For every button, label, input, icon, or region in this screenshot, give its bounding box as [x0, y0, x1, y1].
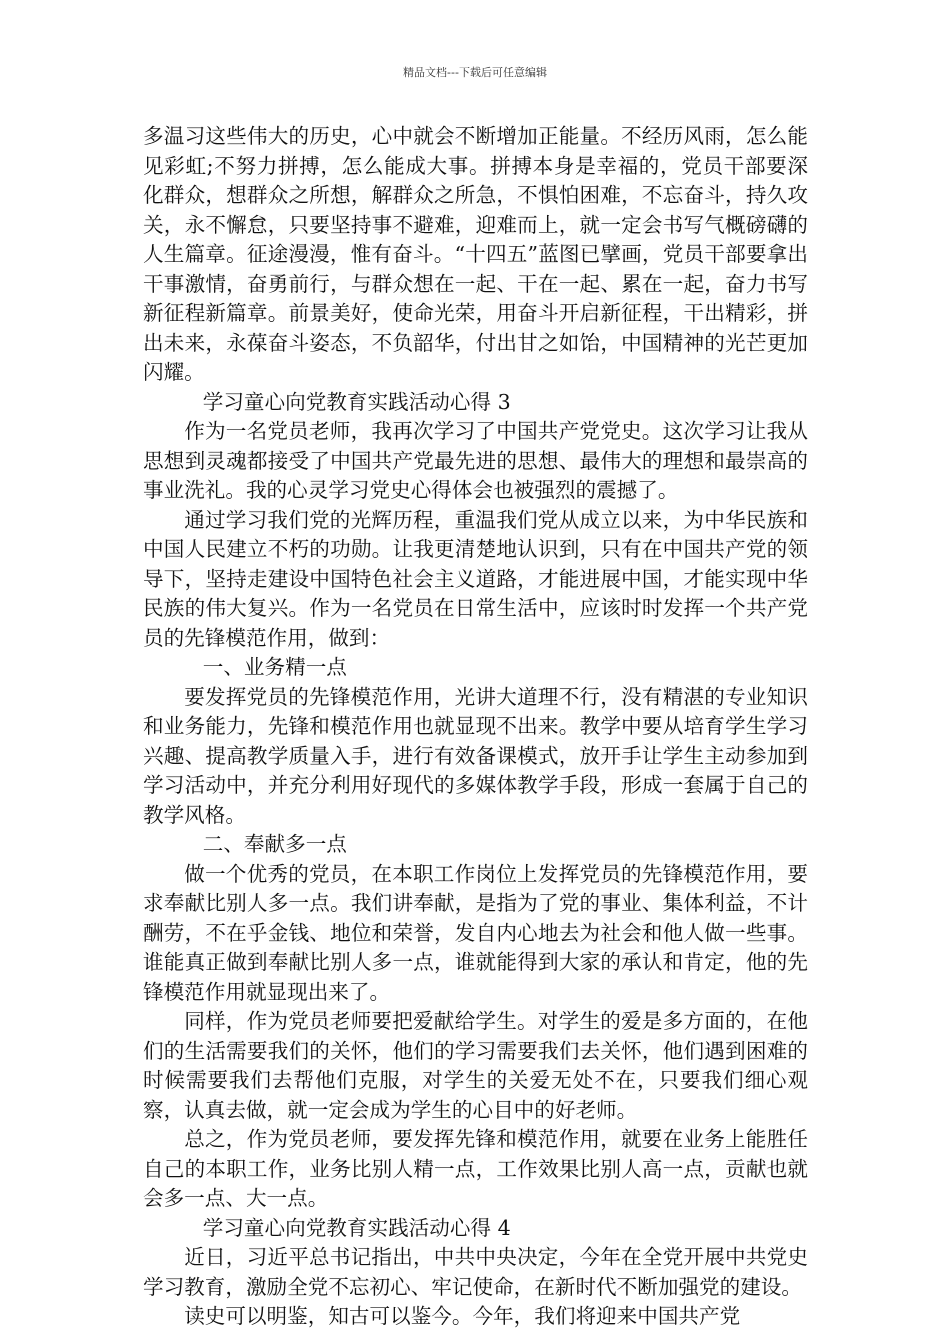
subheading-2: 二、奉献多一点: [202, 832, 347, 856]
paragraph: 要发挥党员的先锋模范作用，光讲大道理不行，没有精湛的专业知识和业务能力，先锋和模范作用也就显现不出来。教学中要从培育学生学习兴趣、提高教学质量入手，进行有效备课模式，放开手让学生主动参加到学习活动中，并充分利用好现代的多媒体教学手段，形成一套属于自己的教学风格。: [143, 684, 808, 827]
page-header: 精品文档---下载后可任意编辑: [403, 66, 547, 79]
document-body: [143, 122, 808, 1332]
paragraph: 同样，作为党员老师要把爱献给学生。对学生的爱是多方面的，在他们的生活需要我们的关怀，他们的学习需要我们去关怀，他们遇到困难的时候需要我们去帮他们克服，对学生的关爱无处不在，只要我们细心观察，认真去做，就一定会成为学生的心目中的好老师。: [143, 1009, 808, 1122]
subheading-1: 一、业务精一点: [202, 655, 347, 679]
section-heading-4: 学习童心向党教育实践活动心得 4: [202, 1215, 511, 1240]
paragraph: 总之，作为党员老师，要发挥先锋和模范作用，就要在业务上能胜任自己的本职工作，业务比别人精一点，工作效果比别人高一点，贡献也就会多一点、大一点。: [143, 1127, 808, 1210]
paragraph: 通过学习我们党的光辉历程，重温我们党从成立以来，为中华民族和中国人民建立不朽的功勋。让我更清楚地认识到，只有在中国共产党的领导下，坚持走建设中国特色社会主义道路，才能进展中国，才能实现中华民族的伟大复兴。作为一名党员在日常生活中，应该时时发挥一个共产党员的先锋模范作用，做到：: [143, 507, 808, 650]
section-heading-3: 学习童心向党教育实践活动心得 3: [202, 389, 511, 414]
paragraph: 读史可以明鉴，知古可以鉴今。今年，我们将迎来中国共产党: [184, 1304, 741, 1328]
paragraph: 做一个优秀的党员，在本职工作岗位上发挥党员的先锋模范作用，要求奉献比别人多一点。我们讲奉献，是指为了党的事业、集体利益，不计酬劳，不在乎金钱、地位和荣誉，发自内心地去为社会和他人做一些事。谁能真正做到奉献比别人多一点，谁就能得到大家的承认和肯定，他的先锋模范作用就显现出来了。: [143, 861, 808, 1004]
paragraph: 近日，习近平总书记指出，中共中央决定，今年在全党开展中共党史学习教育，激励全党不忘初心、牢记使命，在新时代不断加强党的建设。: [143, 1245, 808, 1299]
paragraph: 作为一名党员老师，我再次学习了中国共产党党史。这次学习让我从思想到灵魂都接受了中国共产党最先进的思想、最伟大的理想和最崇高的事业洗礼。我的心灵学习党史心得体会也被强烈的震撼了。: [143, 419, 808, 502]
paragraph-continued: 多温习这些伟大的历史，心中就会不断增加正能量。不经历风雨，怎么能见彩虹;不努力拼搏，怎么能成大事。拼搏本身是幸福的，党员干部要深化群众，想群众之所想，解群众之所急，不惧怕困难，不忘奋斗，持久攻关，永不懈怠，只要坚持事不避难，迎难而上，就一定会书写气概磅礴的人生篇章。征途漫漫，惟有奋斗。“十四五”蓝图已擘画，党员干部要拿出干事激情，奋勇前行，与群众想在一起、干在一起、累在一起，奋力书写新征程新篇章。前景美好，使命光荣，用奋斗开启新征程，干出精彩，拼出未来，永葆奋斗姿态，不负韶华，付出甘之如饴，中国精神的光芒更加闪耀。: [143, 124, 808, 384]
